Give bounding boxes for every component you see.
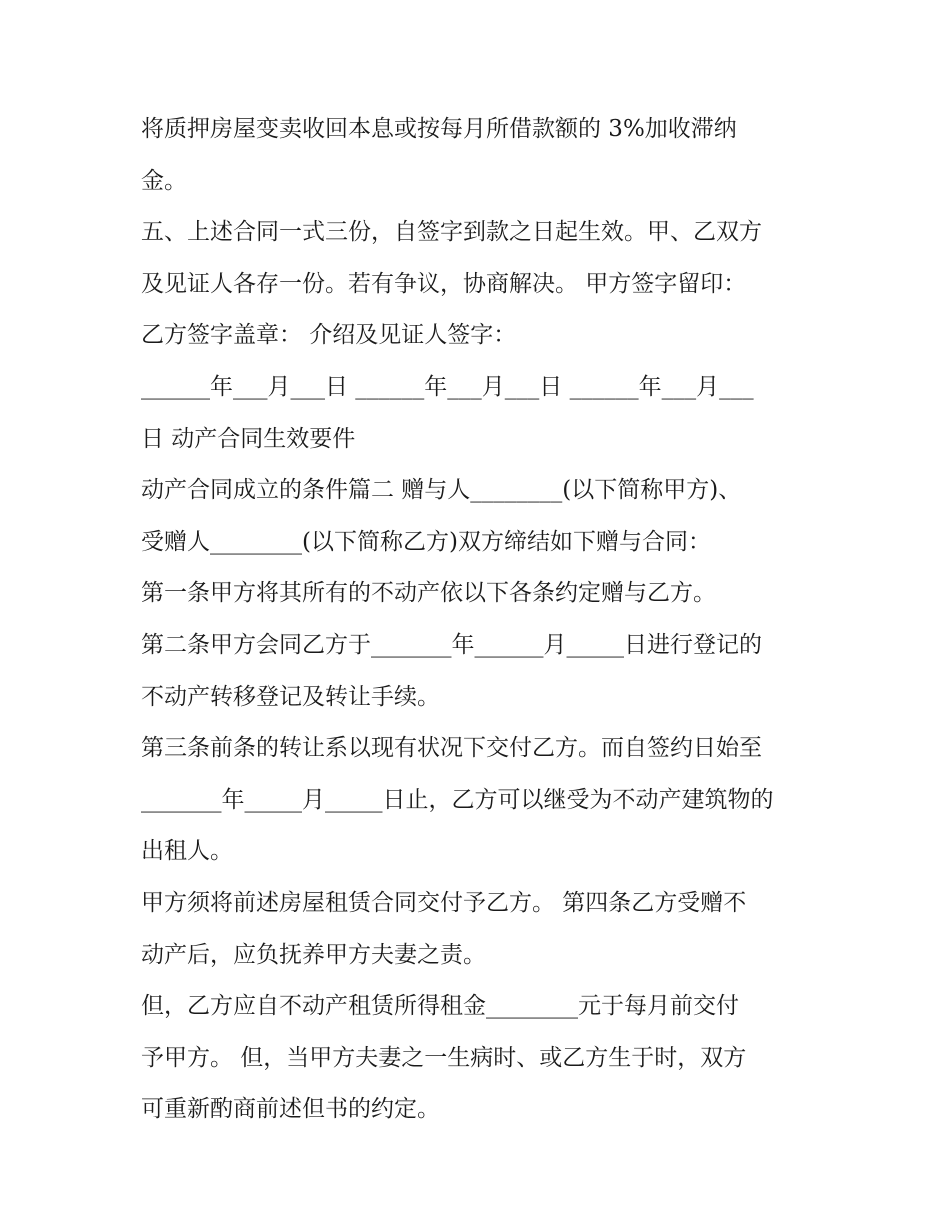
- text-line-10: 第一条甲方将其所有的不动产依以下各条约定赠与乙方。: [141, 580, 716, 607]
- text-line-15: 出租人。: [141, 838, 233, 865]
- text-line-3: 五、上述合同一式三份，自签字到款之日起生效。甲、乙双方: [141, 219, 762, 246]
- text-line-4: 及见证人各存一份。若有争议，协商解决。 甲方签字留印：: [141, 270, 747, 297]
- text-line-8: 动产合同成立的条件篇二 赠与人________(以下简称甲方)、: [141, 477, 742, 504]
- text-line-20: 可重新酌商前述但书的约定。: [141, 1096, 440, 1123]
- text-line-7: 日 动产合同生效要件: [141, 425, 356, 452]
- text-line-19: 予甲方。 但，当甲方夫妻之一生病时、或乙方生于时，双方: [141, 1044, 747, 1071]
- text-line-2: 金。: [141, 167, 187, 194]
- text-line-11: 第二条甲方会同乙方于_______年______月_____日进行登记的: [141, 631, 762, 658]
- text-line-14: _______年_____月_____日止，乙方可以继受为不动产建筑物的: [141, 786, 774, 813]
- text-line-16: 甲方须将前述房屋租赁合同交付予乙方。 第四条乙方受赠不: [141, 889, 747, 916]
- text-line-9: 受赠人________(以下简称乙方)双方缔结如下赠与合同：: [141, 528, 711, 555]
- text-line-1: 将质押房屋变卖收回本息或按每月所借款额的 3%加收滞纳: [141, 116, 737, 142]
- document-body: [141, 104, 831, 1136]
- text-line-12: 不动产转移登记及转让手续。: [141, 683, 440, 710]
- text-line-5: 乙方签字盖章： 介绍及见证人签字：: [141, 322, 517, 349]
- text-line-17: 动产后，应负抚养甲方夫妻之责。: [141, 941, 486, 968]
- text-line-6: ______年___月___日 ______年___月___日 ______年___月___: [141, 373, 754, 400]
- text-line-13: 第三条前条的转让系以现有状况下交付乙方。而自签约日始至: [141, 735, 762, 762]
- text-line-18: 但，乙方应自不动产租赁所得租金________元于每月前交付: [141, 993, 739, 1020]
